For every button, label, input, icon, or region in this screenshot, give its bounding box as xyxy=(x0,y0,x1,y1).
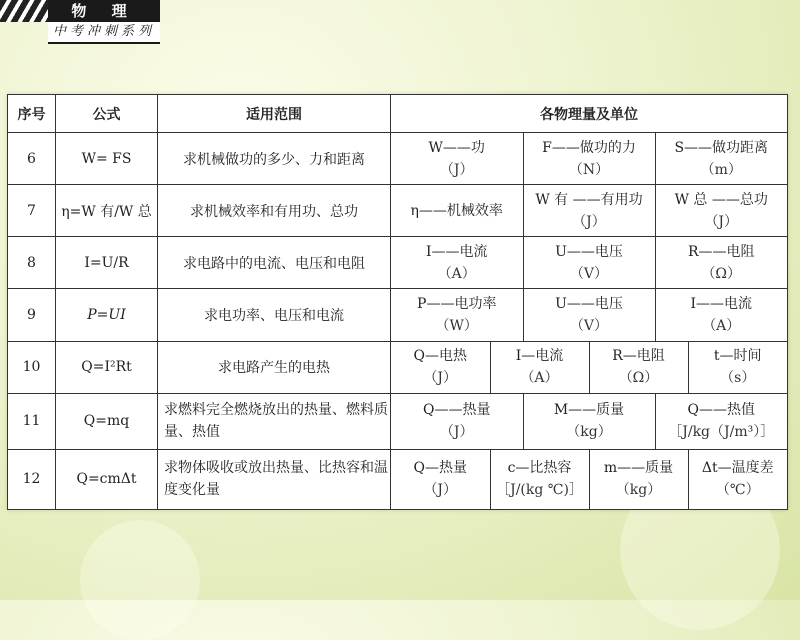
quantity-cell xyxy=(490,342,589,393)
quantity-symbol: F——做功的力 xyxy=(542,139,636,156)
row-formula: Q=mq xyxy=(56,393,158,449)
quantity-symbol: Q——热量 xyxy=(423,402,491,419)
row-quantities xyxy=(391,185,788,237)
quantity-unit: （A） xyxy=(520,370,559,387)
quantity-unit: （J） xyxy=(704,213,739,230)
row-formula: P=UI xyxy=(56,289,158,341)
quantity-symbol: I——电流 xyxy=(690,295,753,312)
quantity-cell xyxy=(391,185,523,236)
quantity-unit: （Ω） xyxy=(701,265,742,282)
row-number: 12 xyxy=(8,449,56,509)
table-row xyxy=(8,133,788,185)
header-quantities: 各物理量及单位 xyxy=(391,95,788,133)
quantity-symbol: Q—电热 xyxy=(413,348,467,365)
row-number: 8 xyxy=(8,237,56,289)
subject-banner xyxy=(0,0,160,42)
row-quantities xyxy=(391,289,788,341)
quantity-symbol: R—电阻 xyxy=(612,348,665,365)
quantity-symbol: M——质量 xyxy=(553,402,625,419)
quantity-cell xyxy=(523,237,655,288)
table-row xyxy=(8,237,788,289)
row-number: 10 xyxy=(8,341,56,393)
row-scope: 求机械做功的多少、力和距离 xyxy=(158,133,391,185)
quantity-symbol: W——功 xyxy=(428,139,485,156)
quantity-symbol: m——质量 xyxy=(603,460,674,477)
row-number: 6 xyxy=(8,133,56,185)
quantity-cell xyxy=(391,450,490,509)
banner-subject: 物 理 xyxy=(48,0,160,22)
quantity-unit: （V） xyxy=(569,317,609,334)
quantity-cell xyxy=(655,394,787,449)
quantity-unit: （Ω） xyxy=(618,370,659,387)
row-scope: 求机械效率和有用功、总功 xyxy=(158,185,391,237)
quantity-cell xyxy=(688,342,787,393)
quantity-unit: （J） xyxy=(423,370,458,387)
quantity-symbol: Q——热值 xyxy=(687,402,755,419)
quantity-unit: （m） xyxy=(700,161,742,178)
quantity-unit: （W） xyxy=(435,317,478,334)
quantity-unit: （A） xyxy=(437,265,476,282)
quantity-cell xyxy=(589,342,688,393)
quantity-symbol: t—时间 xyxy=(713,348,762,365)
quantity-cell xyxy=(523,289,655,340)
quantity-symbol: W 有 ——有用功 xyxy=(535,191,643,208)
row-quantities xyxy=(391,341,788,393)
quantity-unit: （N） xyxy=(568,161,610,178)
quantity-cell xyxy=(391,342,490,393)
quantity-symbol: c—比热容 xyxy=(507,460,572,477)
quantity-symbol: P——电功率 xyxy=(417,295,497,312)
row-formula: η=W 有/W 总 xyxy=(56,185,158,237)
row-formula: W= FS xyxy=(56,133,158,185)
row-number: 9 xyxy=(8,289,56,341)
row-scope: 求燃料完全燃烧放出的热量、燃料质量、热值 xyxy=(158,393,391,449)
row-number: 7 xyxy=(8,185,56,237)
row-quantities xyxy=(391,393,788,449)
quantity-unit: （A） xyxy=(702,317,741,334)
table-row xyxy=(8,289,788,341)
quantity-unit: （J） xyxy=(439,424,474,441)
quantity-symbol: U——电压 xyxy=(555,243,623,260)
row-quantities xyxy=(391,133,788,185)
header-formula: 公式 xyxy=(56,95,158,133)
table-header-row xyxy=(8,95,788,133)
quantity-unit: ［J/kg（J/m³）］ xyxy=(668,424,775,441)
quantity-cell xyxy=(391,289,523,340)
header-scope: 适用范围 xyxy=(158,95,391,133)
quantity-unit: （J） xyxy=(572,213,606,230)
table-row xyxy=(8,185,788,237)
quantity-cell xyxy=(523,133,655,184)
row-scope: 求电功率、电压和电流 xyxy=(158,289,391,341)
row-quantities xyxy=(391,449,788,509)
quantity-unit: （kg） xyxy=(615,482,662,499)
row-formula: I=U/R xyxy=(56,237,158,289)
quantity-symbol: I——电流 xyxy=(425,243,488,260)
quantity-unit: （V） xyxy=(569,265,609,282)
quantity-cell xyxy=(655,289,787,340)
quantity-unit: （kg） xyxy=(566,424,612,441)
table-row xyxy=(8,449,788,509)
row-formula: Q=I²Rt xyxy=(56,341,158,393)
table-row xyxy=(8,341,788,393)
header-no: 序号 xyxy=(8,95,56,133)
quantity-symbol: U——电压 xyxy=(555,295,623,312)
quantity-unit: （J） xyxy=(439,161,474,178)
quantity-cell xyxy=(655,133,787,184)
quantity-cell xyxy=(655,185,787,236)
quantity-cell xyxy=(655,237,787,288)
row-formula: Q=cmΔt xyxy=(56,449,158,509)
row-number: 11 xyxy=(8,393,56,449)
quantity-cell xyxy=(589,450,688,509)
quantity-symbol: Δt—温度差 xyxy=(701,460,774,477)
quantity-unit: （℃） xyxy=(715,482,760,499)
quantity-symbol: R——电阻 xyxy=(687,243,755,260)
quantity-symbol: η——机械效率 xyxy=(410,202,503,219)
quantity-unit: （s） xyxy=(720,370,756,387)
banner-series: 中考冲刺系列 xyxy=(48,22,160,44)
quantity-unit: ［J/(kg ℃)］ xyxy=(496,482,583,499)
quantity-symbol: W 总 ——总功 xyxy=(674,191,768,208)
quantity-cell xyxy=(523,185,655,236)
quantity-cell xyxy=(391,133,523,184)
row-scope: 求物体吸收或放出热量、比热容和温度变化量 xyxy=(158,449,391,509)
quantity-cell xyxy=(523,394,655,449)
quantity-cell xyxy=(391,237,523,288)
table-row xyxy=(8,393,788,449)
formula-table xyxy=(7,94,788,510)
quantity-cell xyxy=(490,450,589,509)
quantity-cell xyxy=(688,450,787,509)
quantity-symbol: I—电流 xyxy=(515,348,564,365)
row-scope: 求电路产生的电热 xyxy=(158,341,391,393)
formula-table-container xyxy=(7,94,788,510)
quantity-symbol: Q—热量 xyxy=(413,460,467,477)
row-quantities xyxy=(391,237,788,289)
quantity-symbol: S——做功距离 xyxy=(674,139,769,156)
quantity-unit: （J） xyxy=(423,482,458,499)
quantity-cell xyxy=(391,394,523,449)
row-scope: 求电路中的电流、电压和电阻 xyxy=(158,237,391,289)
